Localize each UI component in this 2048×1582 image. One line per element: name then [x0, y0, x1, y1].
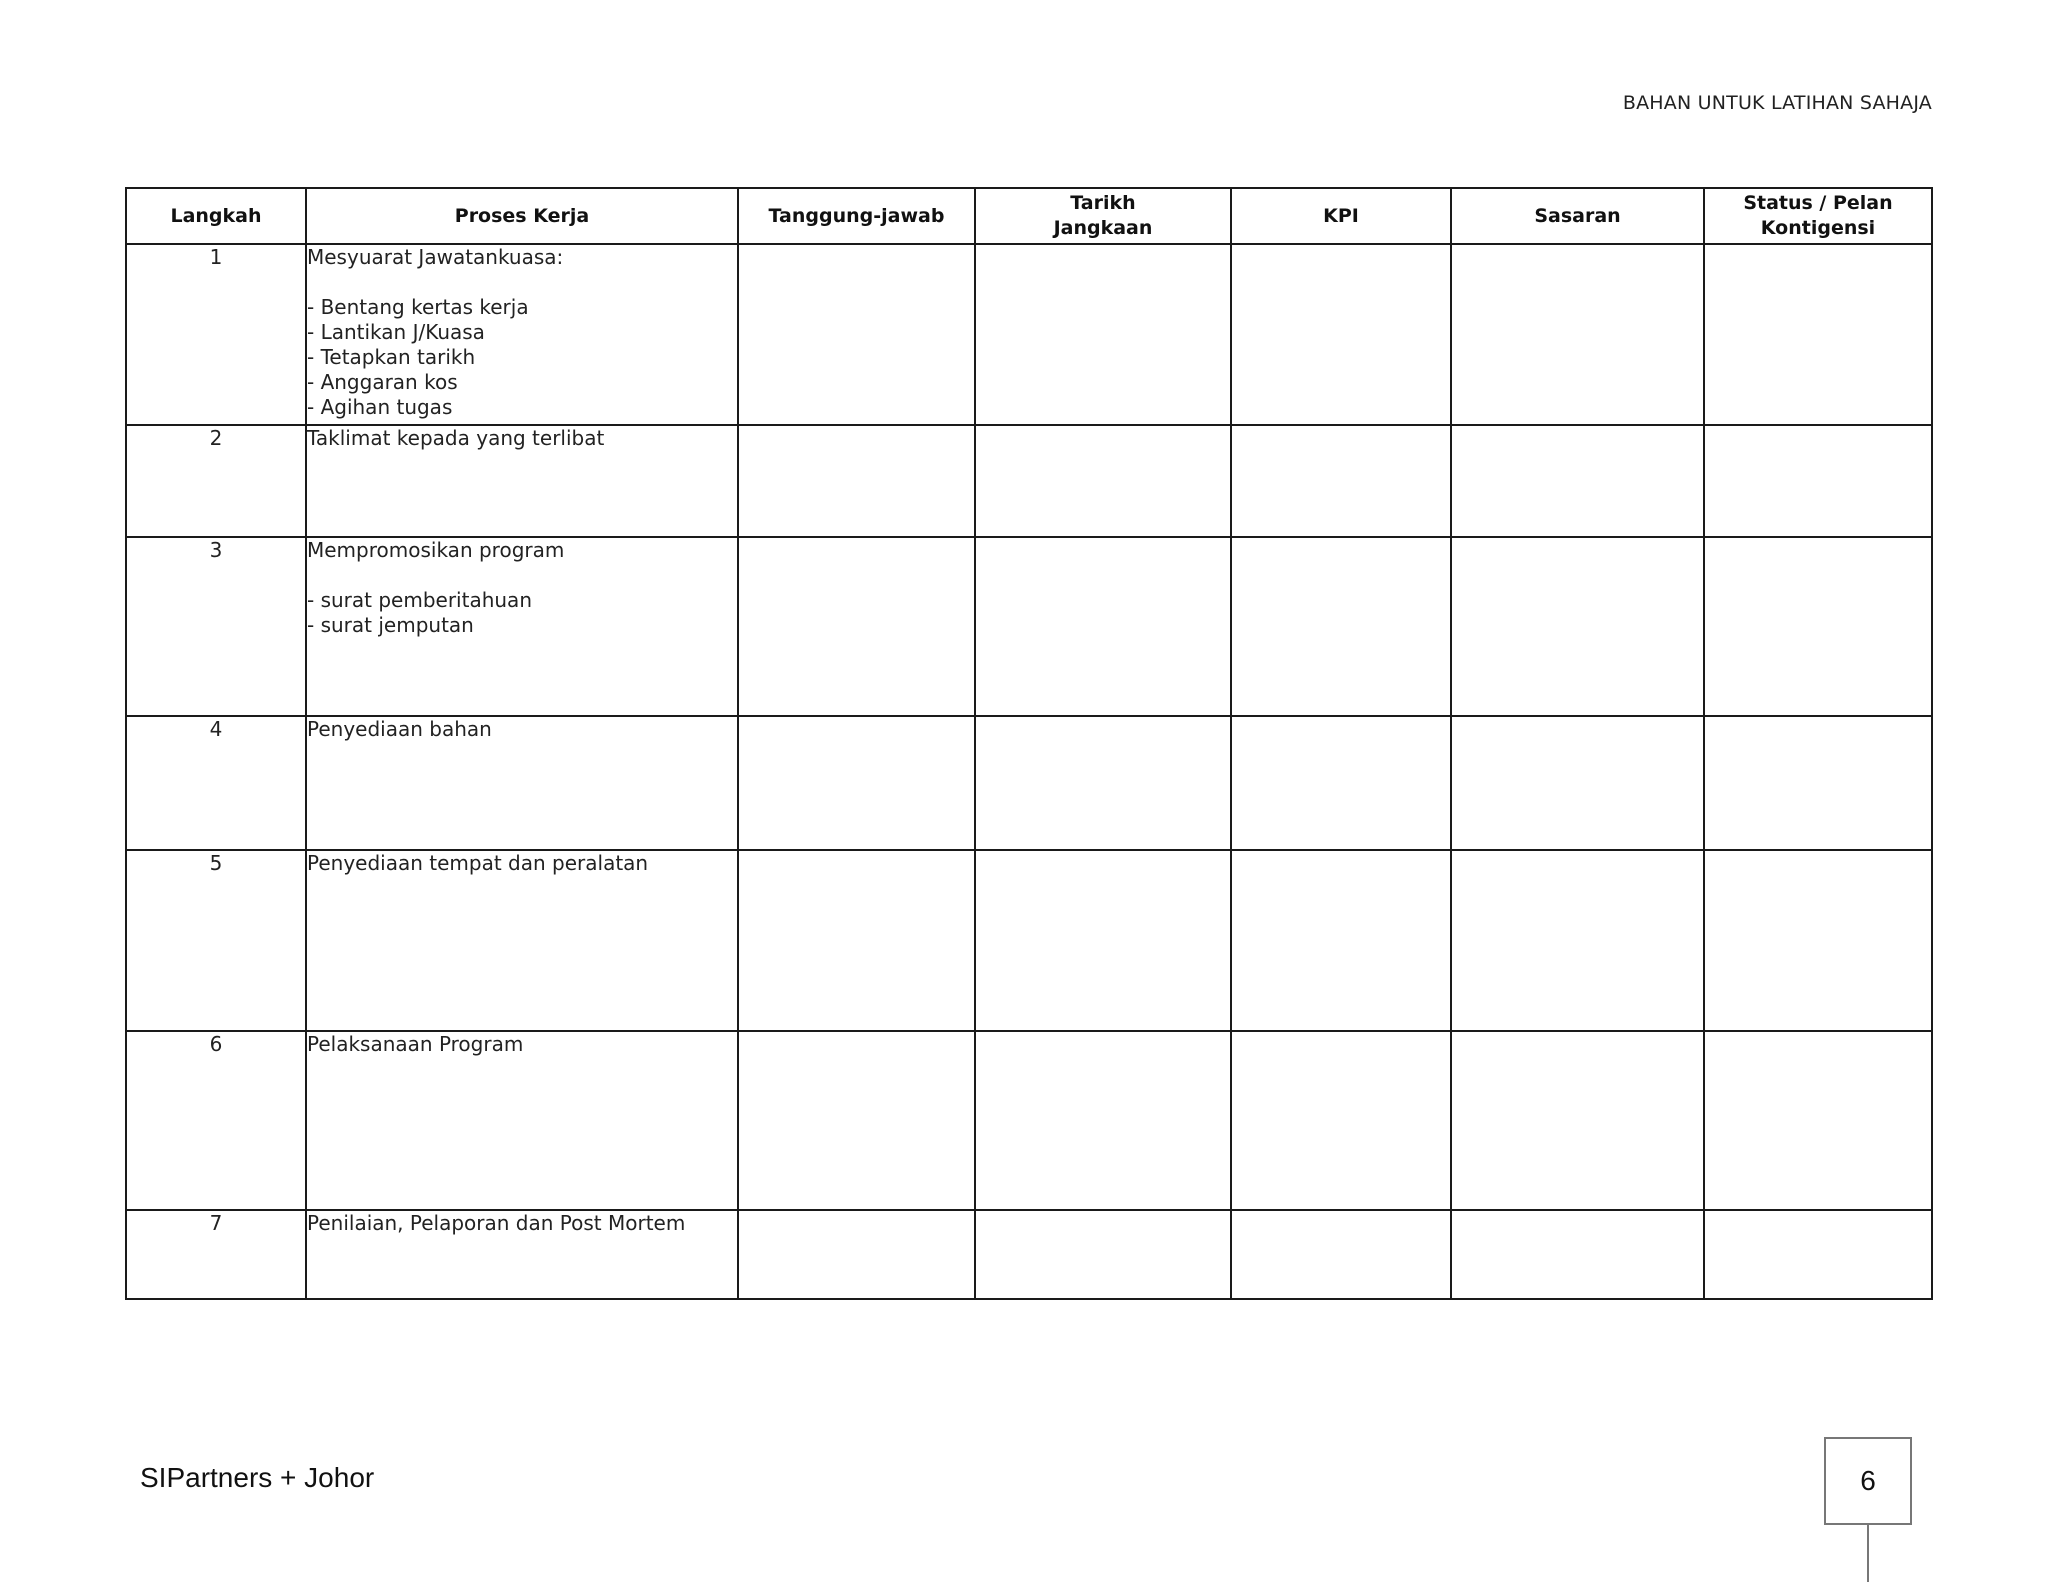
process-cell [306, 244, 738, 425]
process-subitem: - surat pemberitahuan [307, 588, 532, 612]
page-number: 6 [1860, 1465, 1876, 1496]
table-row [126, 1210, 1932, 1299]
page-number-box [1824, 1437, 1912, 1525]
responsibility-cell [738, 1210, 975, 1299]
process-subitems [307, 588, 737, 638]
target-cell [1451, 244, 1704, 425]
process-subitems [307, 295, 737, 420]
target-cell [1451, 850, 1704, 1031]
process-title: Mesyuarat Jawatankuasa: [307, 245, 564, 269]
step-number: 4 [126, 716, 306, 850]
status-cell [1704, 716, 1932, 850]
kpi-cell [1231, 1031, 1451, 1210]
target-cell [1451, 425, 1704, 537]
target-cell [1451, 537, 1704, 716]
process-cell [306, 1031, 738, 1210]
kpi-cell [1231, 537, 1451, 716]
process-subitem: - Anggaran kos [307, 370, 458, 394]
process-title: Penyediaan bahan [307, 717, 492, 741]
table-row [126, 244, 1932, 425]
status-cell [1704, 1210, 1932, 1299]
responsibility-cell [738, 537, 975, 716]
process-subitem: - surat jemputan [307, 613, 474, 637]
table-row [126, 537, 1932, 716]
process-cell [306, 537, 738, 716]
page-marker-line [1867, 1525, 1869, 1582]
expected-date-cell [975, 537, 1231, 716]
step-number: 5 [126, 850, 306, 1031]
responsibility-cell [738, 716, 975, 850]
step-number: 7 [126, 1210, 306, 1299]
process-title: Penyediaan tempat dan peralatan [307, 851, 649, 875]
kpi-cell [1231, 425, 1451, 537]
kpi-cell [1231, 850, 1451, 1031]
kpi-cell [1231, 716, 1451, 850]
header-note: BAHAN UNTUK LATIHAN SAHAJA [1622, 92, 1932, 114]
process-subitem: - Tetapkan tarikh [307, 345, 476, 369]
table-row [126, 1031, 1932, 1210]
column-header-tarikh-jangkaan: Tarikh Jangkaan [975, 188, 1231, 244]
footer-organization: SIPartners + Johor [140, 1462, 375, 1493]
column-header-proses-kerja: Proses Kerja [306, 188, 738, 244]
process-title: Pelaksanaan Program [307, 1032, 524, 1056]
responsibility-cell [738, 244, 975, 425]
responsibility-cell [738, 1031, 975, 1210]
step-number: 6 [126, 1031, 306, 1210]
expected-date-cell [975, 425, 1231, 537]
column-header-kpi: KPI [1231, 188, 1451, 244]
process-cell [306, 716, 738, 850]
expected-date-cell [975, 850, 1231, 1031]
table-header-row [126, 188, 1932, 244]
process-title: Penilaian, Pelaporan dan Post Mortem [307, 1211, 686, 1235]
process-subitem: - Bentang kertas kerja [307, 295, 529, 319]
table-row [126, 425, 1932, 537]
kpi-cell [1231, 244, 1451, 425]
process-title: Mempromosikan program [307, 538, 565, 562]
step-number: 1 [126, 244, 306, 425]
kpi-cell [1231, 1210, 1451, 1299]
status-cell [1704, 537, 1932, 716]
process-title: Taklimat kepada yang terlibat [307, 426, 605, 450]
column-header-sasaran: Sasaran [1451, 188, 1704, 244]
step-number: 2 [126, 425, 306, 537]
table-row [126, 716, 1932, 850]
responsibility-cell [738, 850, 975, 1031]
table-row [126, 850, 1932, 1031]
target-cell [1451, 1031, 1704, 1210]
expected-date-cell [975, 1210, 1231, 1299]
responsibility-cell [738, 425, 975, 537]
work-plan-table [125, 187, 1933, 1300]
status-cell [1704, 850, 1932, 1031]
process-cell [306, 1210, 738, 1299]
status-cell [1704, 244, 1932, 425]
column-header-langkah: Langkah [126, 188, 306, 244]
column-header-tanggung-jawab: Tanggung-jawab [738, 188, 975, 244]
status-cell [1704, 1031, 1932, 1210]
process-subitem: - Agihan tugas [307, 395, 453, 419]
expected-date-cell [975, 244, 1231, 425]
process-cell [306, 850, 738, 1031]
target-cell [1451, 716, 1704, 850]
step-number: 3 [126, 537, 306, 716]
column-header-status-pelan: Status / Pelan Kontigensi [1704, 188, 1932, 244]
expected-date-cell [975, 1031, 1231, 1210]
expected-date-cell [975, 716, 1231, 850]
target-cell [1451, 1210, 1704, 1299]
status-cell [1704, 425, 1932, 537]
process-subitem: - Lantikan J/Kuasa [307, 320, 485, 344]
process-cell [306, 425, 738, 537]
